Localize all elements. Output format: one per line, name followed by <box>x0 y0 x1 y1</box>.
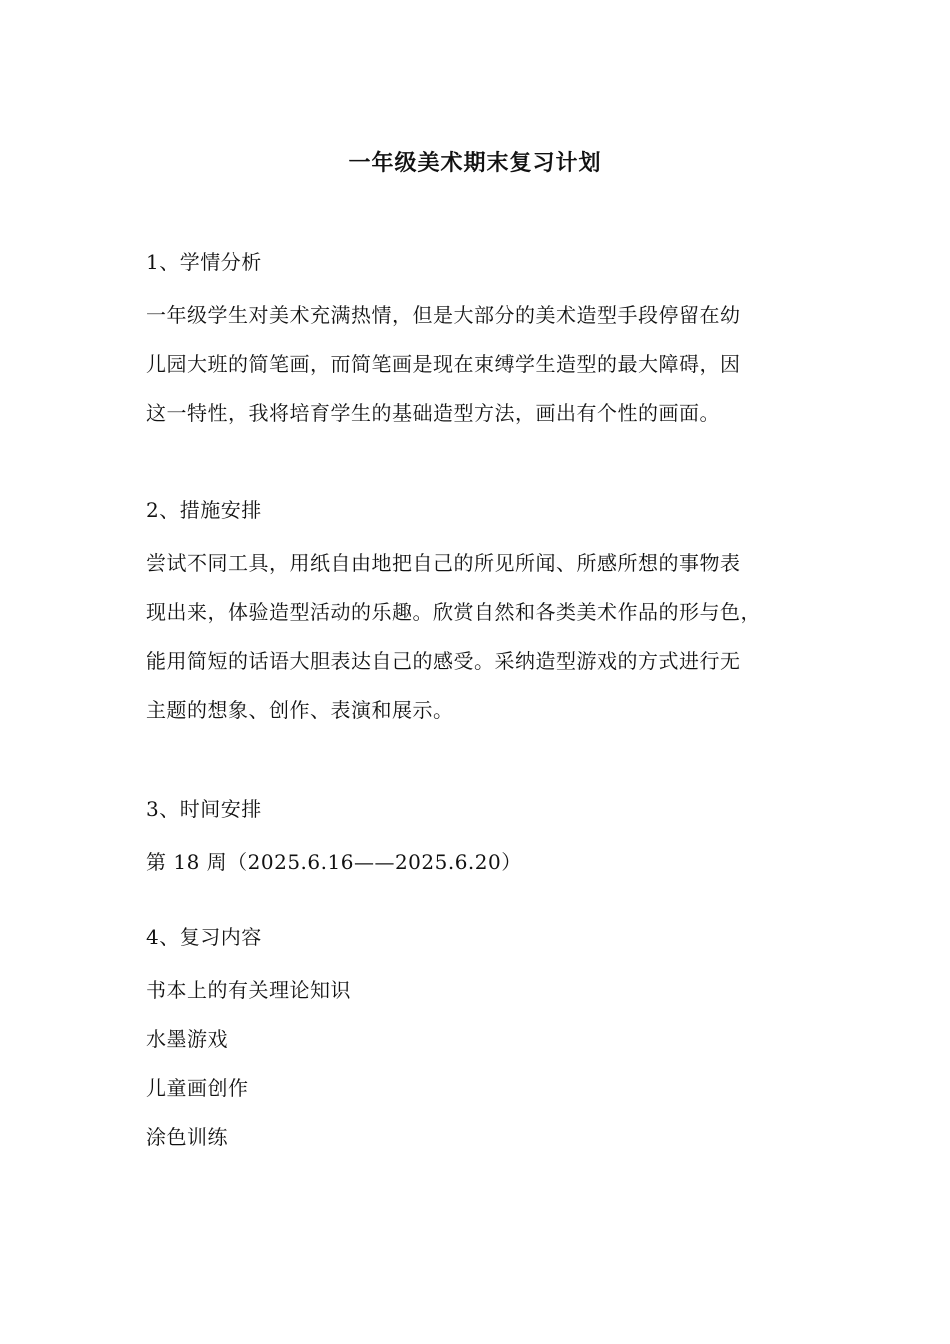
paragraph-line: 主题的想象、创作、表演和展示。 <box>146 698 454 722</box>
paragraph-line: 一年级学生对美术充满热情，但是大部分的美术造型手段停留在幼 <box>146 303 741 327</box>
section-heading: 1、学情分析 <box>146 250 262 274</box>
schedule-line: 第 18 周（2025.6.16——2025.6.20） <box>146 850 522 874</box>
review-list-item: 儿童画创作 <box>146 1076 249 1100</box>
section-heading: 4、复习内容 <box>146 925 262 949</box>
paragraph-line: 现出来，体验造型活动的乐趣。欣赏自然和各类美术作品的形与色， <box>146 600 761 624</box>
section-paragraph <box>146 838 826 887</box>
section-paragraph <box>146 539 826 735</box>
review-list-item: 水墨游戏 <box>146 1027 228 1051</box>
document-title: 一年级美术期末复习计划 <box>348 150 602 176</box>
section-measures <box>146 493 826 735</box>
review-list <box>146 966 826 1162</box>
paragraph-line: 这一特性，我将培育学生的基础造型方法，画出有个性的画面。 <box>146 401 720 425</box>
document-body <box>146 245 826 1162</box>
section-heading: 3、时间安排 <box>146 797 262 821</box>
section-learning-analysis <box>146 245 826 438</box>
section-review-content <box>146 920 826 1162</box>
review-list-item: 涂色训练 <box>146 1125 228 1149</box>
section-schedule <box>146 792 826 887</box>
review-list-item: 书本上的有关理论知识 <box>146 978 351 1002</box>
paragraph-line: 儿园大班的简笔画，而简笔画是现在束缚学生造型的最大障碍，因 <box>146 352 741 376</box>
paragraph-line: 能用简短的话语大胆表达自己的感受。采纳造型游戏的方式进行无 <box>146 649 741 673</box>
section-paragraph <box>146 291 826 438</box>
paragraph-line: 尝试不同工具，用纸自由地把自己的所见所闻、所感所想的事物表 <box>146 551 741 575</box>
section-heading: 2、措施安排 <box>146 498 262 522</box>
